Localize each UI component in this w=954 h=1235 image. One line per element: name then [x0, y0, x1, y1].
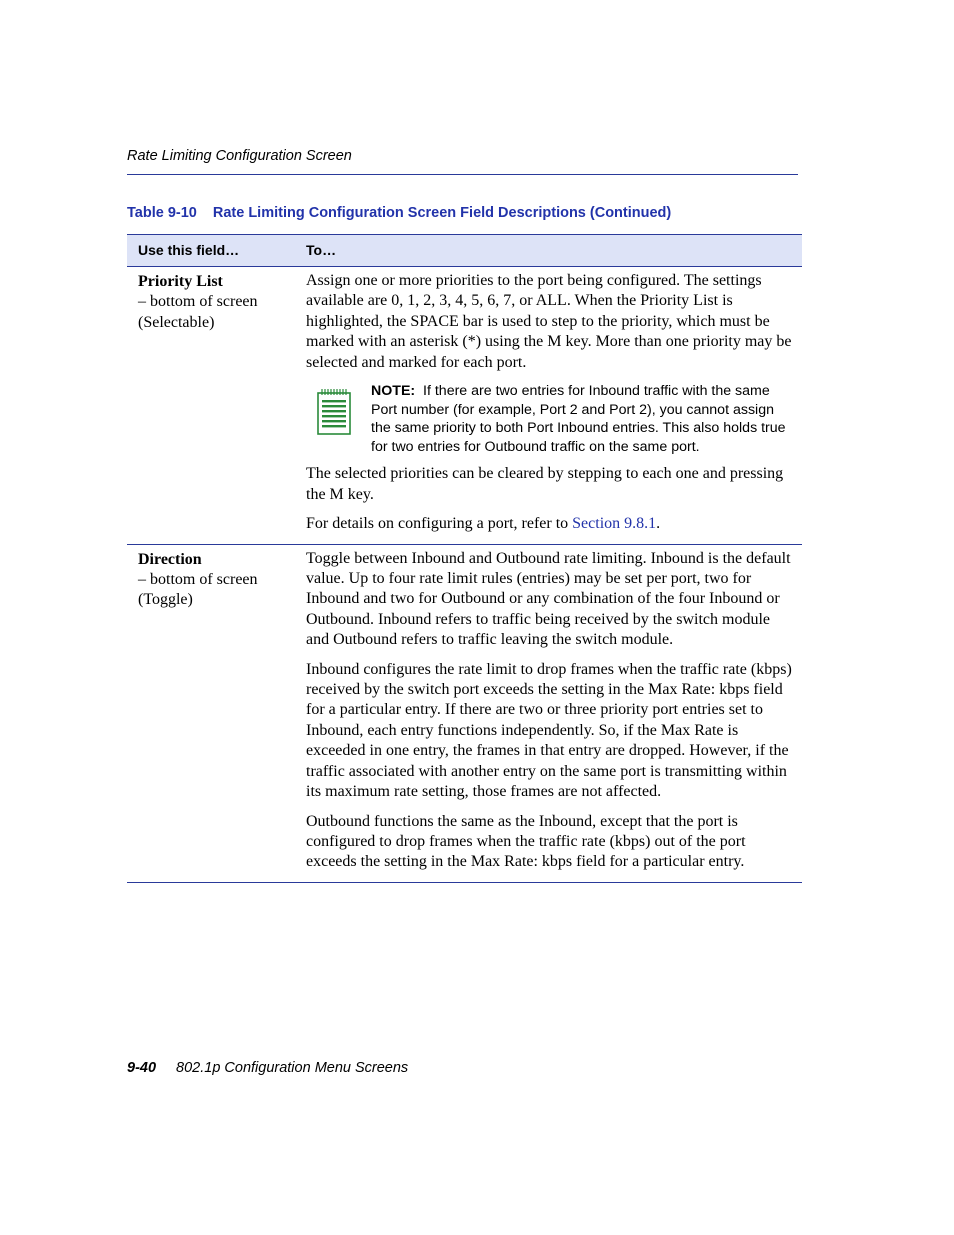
- table-row-priority-list: [127, 267, 802, 545]
- description-cell: [306, 267, 792, 535]
- reference-suffix: .: [656, 515, 661, 533]
- table-title: Rate Limiting Configuration Screen Field Descriptions (Continued): [212, 205, 672, 221]
- description-paragraph: Assign one or more priorities to the port being configured. The settings available are 0, 1, 2, 3, 4, 5, 6, 7, or ALL. When the Priority List is highlighted, the SPACE bar is used to step to the priority, which must be marked with an asterisk (*) using the M key. More than one priority may be selected and marked for each port.: [306, 272, 792, 371]
- table-number: Table 9-10: [127, 205, 197, 221]
- header-rule: [127, 174, 798, 175]
- chapter-title: 802.1p Configuration Menu Screens: [176, 1060, 409, 1076]
- description-cell: [306, 545, 792, 873]
- description-paragraph: The selected priorities can be cleared by stepping to each one and pressing the M key.: [306, 465, 784, 503]
- field-cell: [138, 272, 298, 333]
- notepad-icon: [316, 388, 352, 436]
- description-paragraph: Outbound functions the same as the Inbound, except that the port is configured to drop frames when the traffic rate (kbps) out of the port exceeds the setting in the Max Rate: kbps field for a particular entry.: [306, 812, 746, 871]
- field-name: Priority List: [138, 273, 223, 290]
- field-type: (Selectable): [138, 313, 215, 331]
- table-row-direction: [127, 545, 802, 883]
- page-footer: [127, 1060, 408, 1076]
- reference-text: For details on configuring a port, refer to: [306, 515, 573, 533]
- column-header-field: Use this field…: [138, 242, 240, 258]
- note-body: If there are two entries for Inbound traffic with the same Port number (for example, Port 2 and Port 2), you cannot assign the same priority to both Port Inbound entries. This also holds true for two entries for Outbound traffic on the same port.: [371, 383, 786, 455]
- description-paragraph: Inbound configures the rate limit to drop frames when the traffic rate (kbps) received by the switch port exceeds the setting in the Max Rate: kbps field for a particular entry. If there are two or three priority port entries set to Inbound, each entry functions independently. So, if the Max Rate is exceeded in one entry, the frames in that entry are dropped. However, if the traffic associated with another entry on the same port is transmitting within its maximum rate setting, those frames are not affected.: [306, 660, 792, 801]
- note-text: [371, 382, 792, 456]
- column-header-description: To…: [306, 242, 337, 258]
- running-header: Rate Limiting Configuration Screen: [127, 148, 352, 164]
- page-number: 9-40: [127, 1060, 157, 1076]
- field-cell: [138, 550, 298, 611]
- table-caption: [127, 205, 671, 221]
- section-link[interactable]: Section 9.8.1: [572, 515, 657, 533]
- table-header-row: [127, 234, 802, 267]
- field-location: – bottom of screen: [138, 293, 258, 311]
- field-name: Direction: [138, 550, 202, 568]
- field-description-table: [127, 234, 802, 883]
- note-label: NOTE:: [371, 383, 416, 400]
- field-location: – bottom of screen: [138, 571, 258, 589]
- description-paragraph: Toggle between Inbound and Outbound rate limiting. Inbound is the default value. Up to four rate limit rules (entries) may be set per port, two for Inbound and two for Outbound or any combination of the four Inbound or Outbound. Inbound refers to traffic being received by the switch module and Outbound refers to traffic leaving the switch module.: [306, 549, 791, 649]
- note-box: [306, 382, 792, 456]
- field-type: (Toggle): [138, 591, 193, 609]
- description-paragraph: [306, 514, 792, 534]
